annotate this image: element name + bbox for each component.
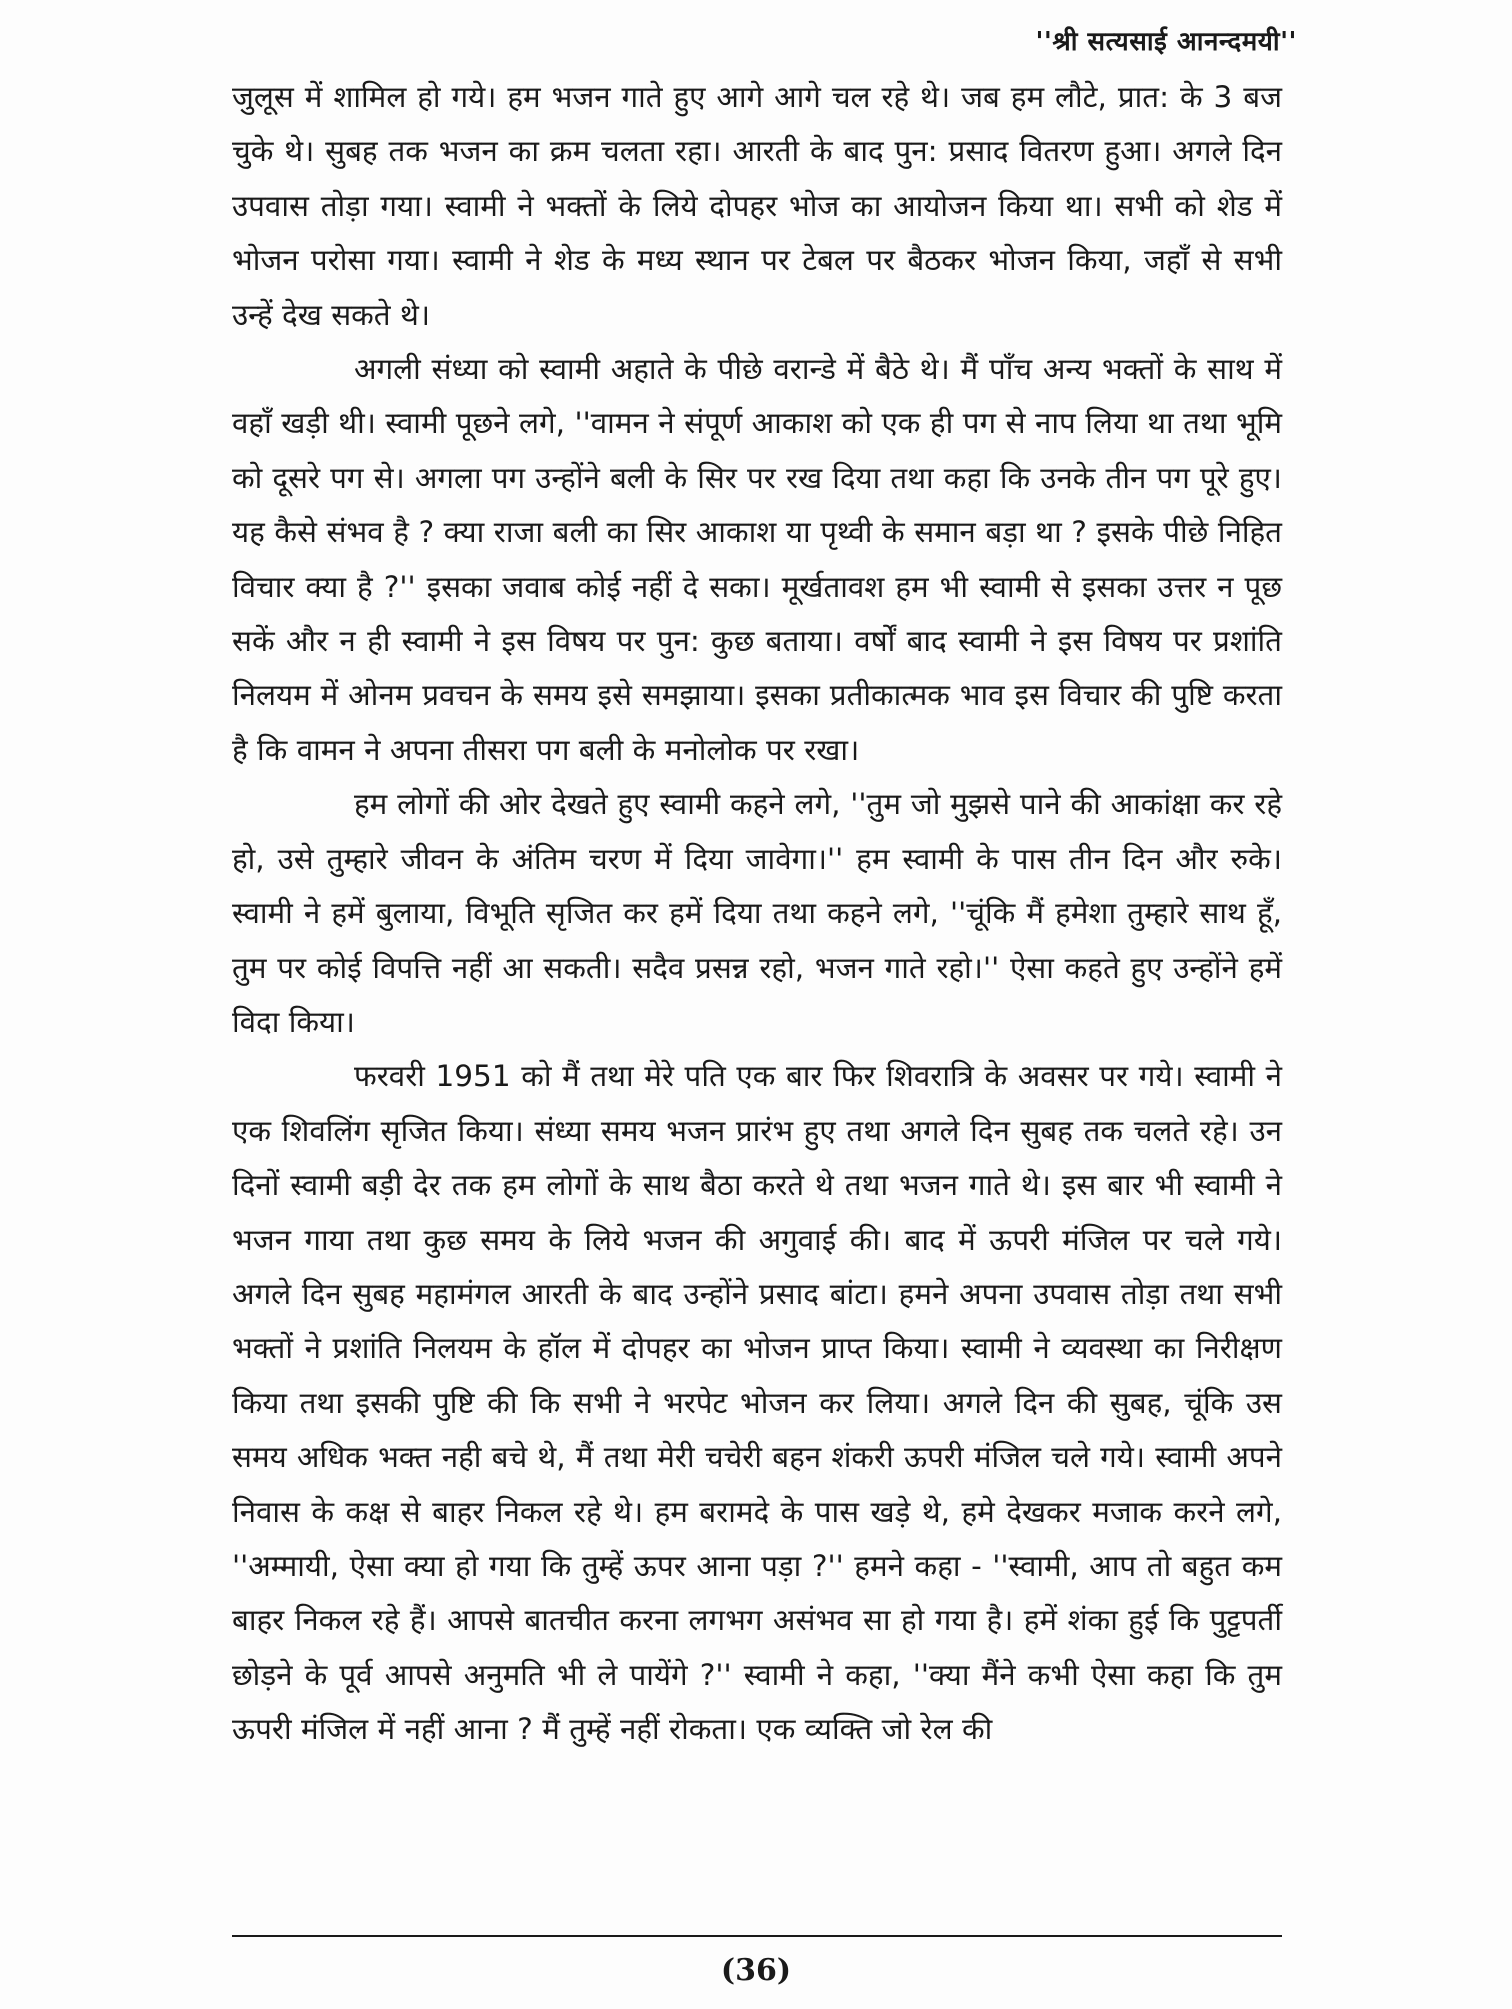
paragraph-1: जुलूस में शामिल हो गये। हम भजन गाते हुए आगे आगे चल रहे थे। जब हम लौटे, प्रात: के 3 बज चुके थे। सुबह तक भजन का क्रम चलता रहा। आरती के बाद पुन: प्रसाद वितरण हुआ। अगले दिन उपवास तोड़ा गया। स्वामी ने भक्तों के लिये दोपहर भोज का आयोजन किया था। सभी को शेड में भोजन परोसा गया। स्वामी ने शेड के मध्य स्थान पर टेबल पर बैठकर भोजन किया, जहाँ से सभी उन्हें देख सकते थे। [232, 80, 1282, 332]
paragraph-3: हम लोगों की ओर देखते हुए स्वामी कहने लगे, ''तुम जो मुझसे पाने की आकांक्षा कर रहे हो, उसे तुम्हारे जीवन के अंतिम चरण में दिया जावेगा।'' हम स्वामी के पास तीन दिन और रुके। स्वामी ने हमें बुलाया, विभूति सृजित कर हमें दिया तथा कहने लगे, ''चूंकि मैं हमेशा तुम्हारे साथ हूँ, तुम पर कोई विपत्ति नहीं आ सकती। सदैव प्रसन्न रहो, भजन गाते रहो।'' ऐसा कहते हुए उन्होंने हमें विदा किया। [232, 787, 1282, 1039]
page-number: (36) [720, 1953, 792, 1988]
running-header-title: ''श्री सत्यसाई आनन्दमयी'' [1035, 27, 1297, 57]
body-text [232, 70, 1282, 1757]
paragraph-4: फरवरी 1951 को मैं तथा मेरे पति एक बार फिर शिवरात्रि के अवसर पर गये। स्वामी ने एक शिवलिंग सृजित किया। संध्या समय भजन प्रारंभ हुए तथा अगले दिन सुबह तक चलते रहे। उन दिनों स्वामी बड़ी देर तक हम लोगों के साथ बैठा करते थे तथा भजन गाते थे। इस बार भी स्वामी ने भजन गाया तथा कुछ समय के लिये भजन की अगुवाई की। बाद में ऊपरी मंजिल पर चले गये। अगले दिन सुबह महामंगल आरती के बाद उन्होंने प्रसाद बांटा। हमने अपना उपवास तोड़ा तथा सभी भक्तों ने प्रशांति निलयम के हॉल में दोपहर का भोजन प्राप्त किया। स्वामी ने व्यवस्था का निरीक्षण किया तथा इसकी पुष्टि की कि सभी ने भरपेट भोजन कर लिया। अगले दिन की सुबह, चूंकि उस समय अधिक भक्त नही बचे थे, मैं तथा मेरी चचेरी बहन शंकरी ऊपरी मंजिल चले गये। स्वामी अपने निवास के कक्ष से बाहर निकल रहे थे। हम बरामदे के पास खड़े थे, हमे देखकर मजाक करने लगे, ''अम्मायी, ऐसा क्या हो गया कि तुम्हें ऊपर आना पड़ा ?'' हमने कहा - ''स्वामी, आप तो बहुत कम बाहर निकल रहे हैं। आपसे बातचीत करना लगभग असंभव सा हो गया है। हमें शंका हुई कि पुट्टपर्ती छोड़ने के पूर्व आपसे अनुमति भी ले पायेंगे ?'' स्वामी ने कहा, ''क्या मैंने कभी ऐसा कहा कि तुम ऊपरी मंजिल में नहीं आना ? मैं तुम्हें नहीं रोकता। एक व्यक्ति जो रेल की [232, 1059, 1282, 1747]
paragraph-2: अगली संध्या को स्वामी अहाते के पीछे वरान्डे में बैठे थे। मैं पाँच अन्य भक्तों के साथ में वहाँ खड़ी थी। स्वामी पूछने लगे, ''वामन ने संपूर्ण आकाश को एक ही पग से नाप लिया था तथा भूमि को दूसरे पग से। अगला पग उन्होंने बली के सिर पर रख दिया तथा कहा कि उनके तीन पग पूरे हुए। यह कैसे संभव है ? क्या राजा बली का सिर आकाश या पृथ्वी के समान बड़ा था ? इसके पीछे निहित विचार क्या है ?'' इसका जवाब कोई नहीं दे सका। मूर्खतावश हम भी स्वामी से इसका उत्तर न पूछ सकें और न ही स्वामी ने इस विषय पर पुन: कुछ बताया। वर्षों बाद स्वामी ने इस विषय पर प्रशांति निलयम में ओनम प्रवचन के समय इसे समझाया। इसका प्रतीकात्मक भाव इस विचार की पुष्टि करता है कि वामन ने अपना तीसरा पग बली के मनोलोक पर रखा। [232, 352, 1282, 767]
footer-divider [232, 1935, 1282, 1937]
